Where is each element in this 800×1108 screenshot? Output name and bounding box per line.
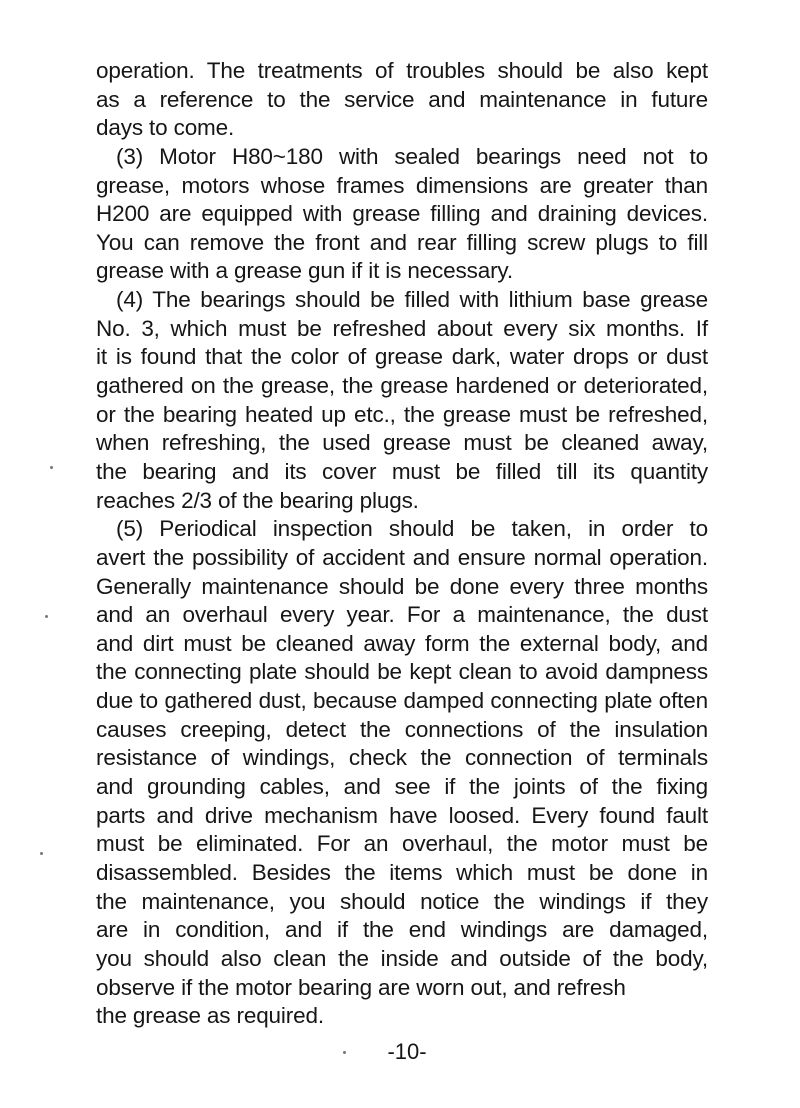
text-line: the connecting plate should be kept clean to avoid dampness bbox=[96, 659, 708, 685]
scan-speck bbox=[50, 466, 53, 469]
text-line: (3) Motor H80~180 with sealed bearings need not to bbox=[116, 143, 708, 169]
text-line: (5) Periodical inspection should be taken, in order to bbox=[116, 516, 708, 542]
text-line: or the bearing heated up etc., the grease must be refreshed, bbox=[96, 401, 708, 427]
text-line: Generally maintenance should be done every three months bbox=[96, 573, 708, 599]
text-line: grease, motors whose frames dimensions are greater than bbox=[96, 172, 708, 198]
scan-speck bbox=[40, 852, 43, 855]
page-number: -10- bbox=[387, 1039, 427, 1064]
text-line: as a reference to the service and maintenance in future bbox=[96, 86, 708, 112]
text-line: causes creeping, detect the connections of the insulation bbox=[96, 716, 708, 742]
text-line: when refreshing, the used grease must be cleaned away, bbox=[96, 430, 708, 456]
text-line: days to come. bbox=[96, 115, 235, 141]
text-line: operation. The treatments of troubles should be also kept bbox=[96, 58, 708, 83]
text-line: grease with a grease gun if it is necessary. bbox=[96, 258, 513, 284]
scan-speck bbox=[45, 615, 48, 618]
text-line: H200 are equipped with grease filling and draining devices. bbox=[96, 201, 708, 227]
text-line: it is found that the color of grease dark, water drops or dust bbox=[96, 344, 708, 370]
text-line: disassembled. Besides the items which must be done in bbox=[96, 859, 708, 885]
text-line: must be eliminated. For an overhaul, the motor must be bbox=[96, 831, 708, 857]
text-line: resistance of windings, check the connection of terminals bbox=[96, 745, 708, 771]
text-line: are in condition, and if the end windings are damaged, bbox=[96, 917, 708, 943]
text-line: the maintenance, you should notice the windings if they bbox=[96, 888, 708, 914]
text-line: (4) The bearings should be filled with lithium base grease bbox=[116, 287, 708, 313]
text-line: the grease as required. bbox=[96, 1003, 324, 1029]
text-line: avert the possibility of accident and ensure normal operation. bbox=[96, 544, 708, 570]
text-line: parts and drive mechanism have loosed. Every found fault bbox=[96, 802, 708, 828]
body-text bbox=[96, 57, 708, 1031]
text-line: due to gathered dust, because damped connecting plate often bbox=[96, 688, 708, 714]
text-line: No. 3, which must be refreshed about every six months. If bbox=[96, 315, 708, 341]
text-line: and grounding cables, and see if the joints of the fixing bbox=[96, 774, 708, 800]
text-line: and dirt must be cleaned away form the external body, and bbox=[96, 630, 708, 656]
text-line: and an overhaul every year. For a maintenance, the dust bbox=[96, 602, 708, 628]
text-line: the bearing and its cover must be filled till its quantity bbox=[96, 458, 708, 484]
text-line: gathered on the grease, the grease hardened or deteriorated, bbox=[96, 373, 708, 399]
text-line: You can remove the front and rear filling screw plugs to fill bbox=[96, 229, 708, 255]
text-line: reaches 2/3 of the bearing plugs. bbox=[96, 487, 419, 513]
scan-speck bbox=[343, 1051, 346, 1054]
text-line: observe if the motor bearing are worn out, and refresh bbox=[96, 974, 626, 1000]
text-line: you should also clean the inside and outside of the body, bbox=[96, 945, 708, 971]
